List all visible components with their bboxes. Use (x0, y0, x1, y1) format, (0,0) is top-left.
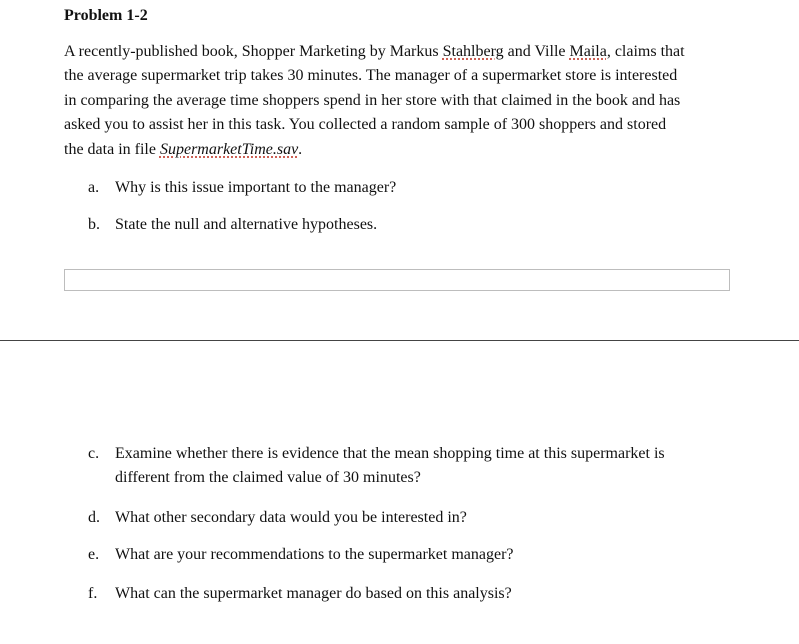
statement-line-2: the average supermarket trip takes 30 minutes. The manager of a supermarket store is interested (64, 67, 678, 85)
question-letter: c. (88, 445, 100, 462)
author-name-stahlberg: Stahlberg (442, 43, 504, 60)
statement-line-3: in comparing the average time shoppers spend in her store with that claimed in the book and has (64, 91, 681, 109)
question-letter: f. (88, 585, 98, 602)
question-letter: d. (88, 509, 100, 526)
question-text: What other secondary data would you be interested in? (115, 509, 467, 526)
problem-statement (64, 40, 744, 162)
question-text: What can the supermarket manager do based on this analysis? (115, 585, 512, 602)
statement-line-5: the data in file SupermarketTime.sav. (64, 140, 303, 158)
data-file-name: SupermarketTime.sav (159, 140, 299, 158)
statement-line-1: A recently-published book, Shopper Marketing by Markus Stahlberg and Ville Maila, claims that (64, 43, 685, 60)
author-name-maila: Maila (569, 43, 607, 60)
question-letter: e. (88, 546, 100, 563)
question-text: What are your recommendations to the supermarket manager? (115, 546, 514, 563)
question-text: Why is this issue important to the manager? (115, 179, 397, 196)
question-letter: b. (88, 216, 100, 233)
question-text: State the null and alternative hypotheses. (115, 216, 378, 233)
statement-line-4: asked you to assist her in this task. You collected a random sample of 300 shoppers and stored (64, 116, 667, 134)
question-text: Examine whether there is evidence that the mean shopping time at this supermarket is different from the claimed value of 30 minutes? (115, 445, 665, 487)
page-divider (0, 340, 799, 341)
question-letter: a. (88, 179, 100, 196)
problem-title: Problem 1-2 (64, 7, 148, 24)
answer-input-box[interactable] (64, 269, 730, 291)
